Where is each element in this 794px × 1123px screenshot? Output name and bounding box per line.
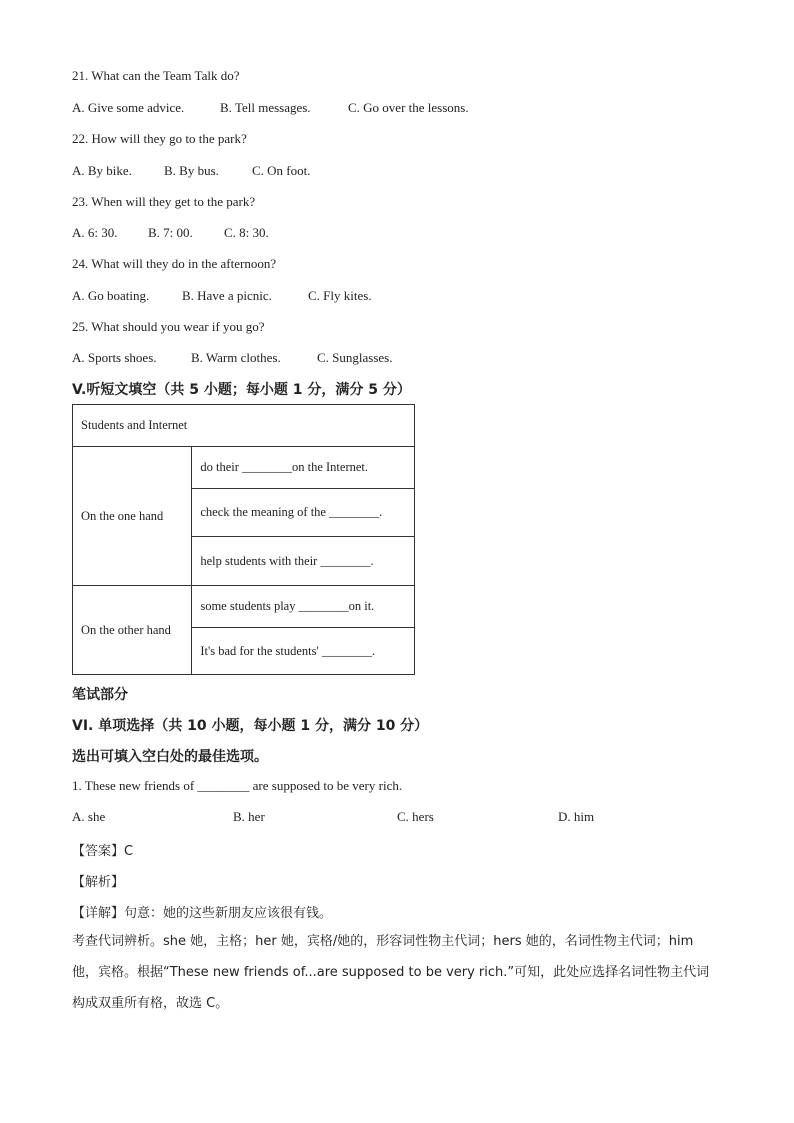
question-21: 21. What can the Team Talk do? bbox=[72, 68, 240, 83]
table-cell: some students play ________on it. bbox=[192, 586, 415, 628]
option-c: C. On foot. bbox=[252, 163, 311, 178]
question-25: 25. What should you wear if you go? bbox=[72, 319, 265, 334]
answer-label: 【答案】 bbox=[72, 844, 125, 859]
option-c: C. Fly kites. bbox=[308, 288, 372, 303]
analysis-label: 【解析】 bbox=[72, 875, 125, 890]
explanation-paragraph: 考查代词辨析。she 她，主格；her 她，宾格/她的，形容词性物主代词；hers 她的，名词性物主代词；him 他，宾格。根据“These new friends of...are supposed to be very rich.”可知，此处应选择名词性物主代词构成双重所有格，故选 C。 bbox=[72, 934, 710, 1011]
option-a: A. Give some advice. bbox=[72, 100, 185, 115]
table-title: Students and Internet bbox=[73, 405, 415, 447]
answer-line bbox=[72, 840, 133, 859]
table-cell: do their ________on the Internet. bbox=[192, 447, 415, 489]
option-b: B. Tell messages. bbox=[220, 100, 311, 115]
fill-in-table bbox=[72, 404, 415, 675]
option-a: A. Go boating. bbox=[72, 288, 150, 303]
table-cell: check the meaning of the ________. bbox=[192, 489, 415, 537]
option-c: C. Sunglasses. bbox=[317, 350, 393, 365]
option-a: A. By bike. bbox=[72, 163, 132, 178]
option-c: C. Go over the lessons. bbox=[348, 100, 469, 115]
option-b: B. 7: 00. bbox=[148, 225, 193, 240]
table-cell: help students with their ________. bbox=[192, 537, 415, 586]
question-22: 22. How will they go to the park? bbox=[72, 131, 247, 146]
row-label-other-hand: On the other hand bbox=[73, 586, 192, 675]
answer-value: C bbox=[124, 844, 134, 859]
option-c: C. 8: 30. bbox=[224, 225, 269, 240]
option-a: A. 6: 30. bbox=[72, 225, 118, 240]
option-d: D. him bbox=[558, 809, 595, 824]
question-1: 1. These new friends of ________ are supposed to be very rich. bbox=[72, 778, 403, 793]
option-a: A. Sports shoes. bbox=[72, 350, 157, 365]
question-23: 23. When will they get to the park? bbox=[72, 194, 256, 209]
option-c: C. hers bbox=[397, 809, 434, 824]
option-b: B. By bus. bbox=[164, 163, 219, 178]
detail-line: 【详解】句意：她的这些新朋友应该很有钱。 bbox=[72, 906, 333, 921]
option-b: B. her bbox=[233, 809, 265, 824]
option-b: B. Warm clothes. bbox=[191, 350, 281, 365]
instruction: 选出可填入空白处的最佳选项。 bbox=[72, 749, 268, 765]
written-part-heading: 笔试部分 bbox=[72, 687, 128, 703]
option-a: A. she bbox=[72, 809, 106, 824]
question-24: 24. What will they do in the afternoon? bbox=[72, 256, 277, 271]
section-5-heading: V.听短文填空（共 5 小题；每小题 1 分，满分 5 分） bbox=[72, 382, 411, 398]
row-label-one-hand: On the one hand bbox=[73, 447, 192, 586]
table-cell: It's bad for the students' ________. bbox=[192, 628, 415, 675]
option-b: B. Have a picnic. bbox=[182, 288, 272, 303]
section-6-heading: VI. 单项选择（共 10 小题，每小题 1 分，满分 10 分） bbox=[72, 718, 429, 734]
